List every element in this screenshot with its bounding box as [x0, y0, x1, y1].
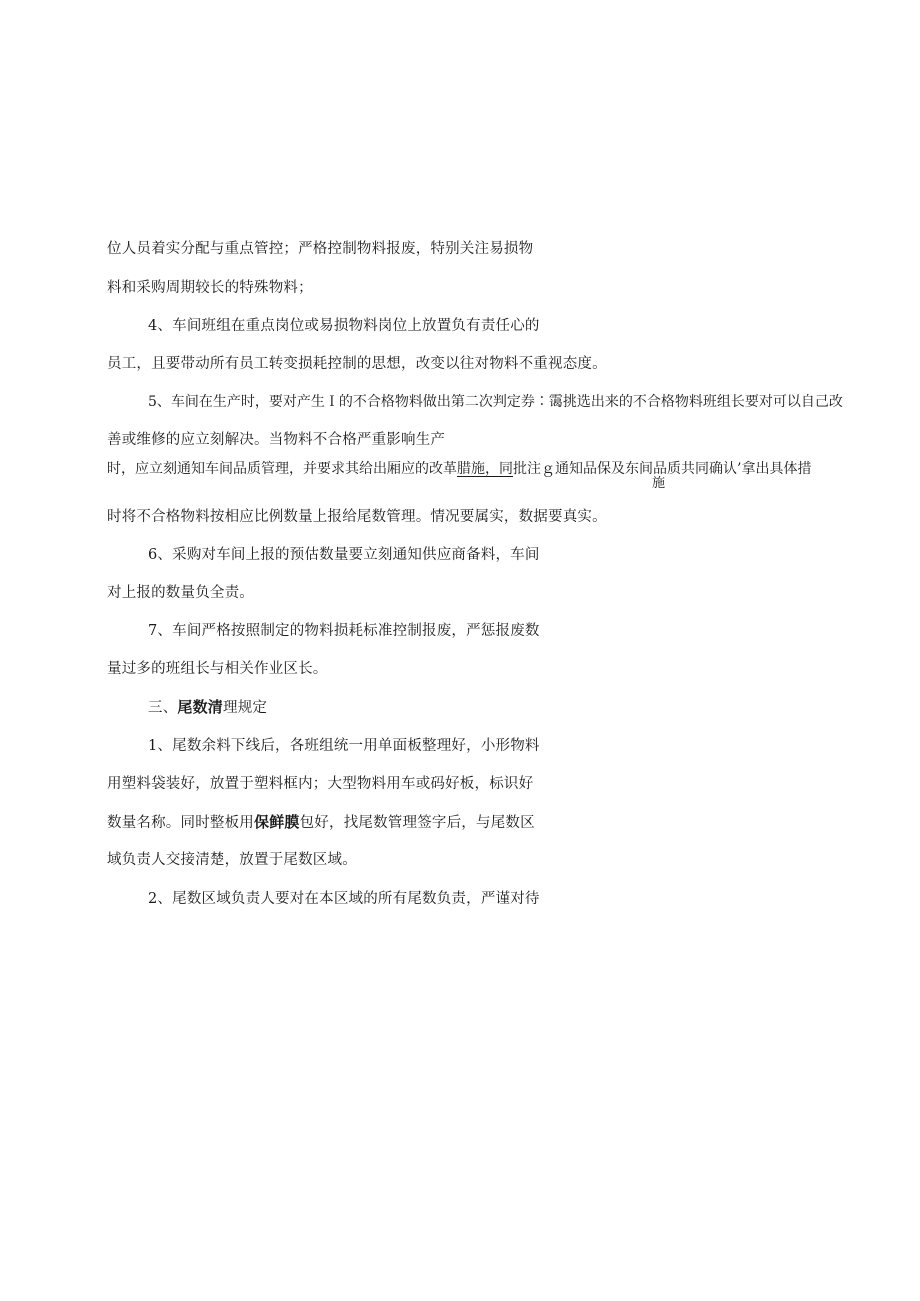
bold-text: 保鲜膜 — [254, 813, 300, 831]
paragraph-line: 1、尾数余料下线后，各班组统一用单面板整理好，小形物料 — [148, 738, 540, 754]
section-heading — [148, 697, 267, 718]
underlined-text: 腊施，同 — [457, 461, 513, 477]
paragraph-line: 7、车间严格按照制定的物料损耗标准控制报废，严惩报废数 — [148, 623, 540, 639]
paragraph-line: 2、尾数区域负责人要对在本区域的所有尾数负责，严谨对待 — [148, 891, 540, 907]
paragraph-line: 位人员着实分配与重点管控；严格控制物料报废，特别关注易损物 — [107, 241, 534, 257]
paragraph-line — [107, 812, 535, 833]
paragraph-line: 量过多的班组长与相关作业区长。 — [107, 661, 328, 677]
heading-bold: 尾数清 — [177, 698, 224, 716]
paragraph-line: 对上报的数量负全责。 — [107, 585, 254, 601]
paragraph-line: 域负责人交接清楚，放置于尾数区域。 — [107, 852, 357, 868]
annotation-note: 施 — [652, 476, 666, 491]
paragraph-line: 用塑料袋装好，放置于塑料框内；大型物料用车或码好板，标识好 — [107, 776, 534, 792]
heading-suffix: 理规定 — [223, 700, 268, 716]
paragraph-line: 员工，且要带动所有员工转变损耗控制的思想，改变以往对物料不重视态度。 — [107, 356, 607, 372]
paragraph-line: 6、采购对车间上报的预估数量要立刻通知供应商备料，车间 — [148, 547, 540, 563]
line-text: 数量名称。同时整板用 — [107, 815, 254, 831]
line-text: 包好，找尾数管理签字后，与尾数区 — [299, 815, 535, 831]
paragraph-line: 善或维修的应立刻解决。当物料不合格严重影响生产 — [107, 432, 446, 448]
line-text: 批注ｇ通知品保及东间品质共同确认’拿出具体措 — [513, 461, 812, 477]
paragraph-line: 时将不合格物料按相应比例数量上报给尾数管理。情况要属实，数据要真实。 — [107, 509, 607, 525]
paragraph-line: 料和采购周期较长的特殊物料； — [107, 280, 313, 296]
paragraph-line: 5、车间在生产时，要对产生Ｉ的不合格物料做出第二次判定券∶霭挑选出来的不合格物料班组长要对可以自己改 — [148, 394, 843, 410]
heading-prefix: 三、 — [148, 700, 178, 716]
line-text: 时，应立刻通知车间品质管理，并要求其给出厢应的改革 — [107, 461, 457, 477]
paragraph-line-with-annotation — [107, 459, 811, 479]
paragraph-line: 4、车间班组在重点岗位或易损物料岗位上放置负有责任心的 — [148, 318, 540, 334]
